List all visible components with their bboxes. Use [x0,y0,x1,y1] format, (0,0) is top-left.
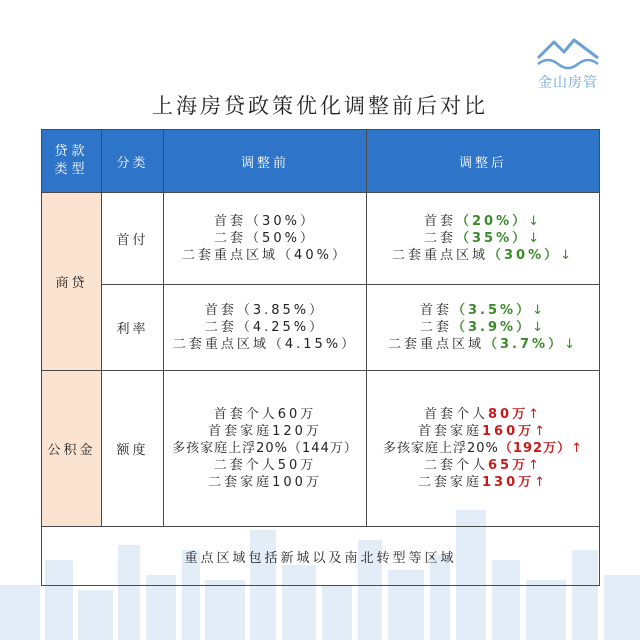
logo-text: 金山房管 [538,75,598,91]
table-row [42,371,600,527]
category-down-payment: 首付 [102,193,164,285]
table-row [42,527,600,586]
down-arrow-icon: ↓ [564,337,578,352]
after-rate [367,285,600,371]
type-housing-fund: 公积金 [42,371,102,527]
footnote: 重点区域包括新城以及南北转型等区域 [42,527,600,586]
up-arrow-icon: ↑ [571,441,583,456]
header-before: 调整前 [164,130,367,193]
header-type: 贷款类型 [42,130,102,193]
before-line: 二套（4.25%） [204,320,326,335]
page-title: 上海房贷政策优化调整前后对比 [152,94,488,118]
before-line: 二套重点区域（40%） [182,248,348,263]
before-line: 首套家庭120万 [208,424,322,439]
category-rate: 利率 [102,285,164,371]
table-row [42,193,600,285]
before-quota [164,371,367,527]
before-line: 二套（50%） [214,231,316,246]
down-arrow-icon: ↓ [532,320,546,335]
after-line: 二套重点区域（3.7%）↓ [388,337,578,352]
down-arrow-icon: ↓ [528,214,543,229]
before-line: 首套个人60万 [213,407,317,422]
up-arrow-icon: ↑ [534,475,549,490]
down-arrow-icon: ↓ [528,231,543,246]
header-category: 分类 [102,130,164,193]
table-row [42,285,600,371]
before-line: 首套（30%） [214,214,316,229]
after-line: 首套（20%）↓ [423,214,543,229]
after-line: 首套家庭160万↑ [417,424,549,439]
mountain-wave-icon [536,36,600,70]
after-line: 二套个人65万↑ [423,458,542,473]
before-line: 多孩家庭上浮20%（144万） [172,441,358,456]
after-line: 二套（35%）↓ [423,231,543,246]
before-line: 二套个人50万 [213,458,317,473]
category-quota: 额度 [102,371,164,527]
header-after: 调整后 [367,130,600,193]
up-arrow-icon: ↑ [534,424,549,439]
after-line: 二套家庭130万↑ [417,475,549,490]
before-line: 二套家庭100万 [208,475,322,490]
after-line: 多孩家庭上浮20%（192万）↑ [383,441,583,456]
before-rate [164,285,367,371]
comparison-table [41,129,600,586]
down-arrow-icon: ↓ [560,248,575,263]
before-line: 首套（3.85%） [204,303,326,318]
after-line: 二套（3.9%）↓ [420,320,546,335]
after-line: 首套（3.5%）↓ [420,303,546,318]
table-header-row [42,130,600,193]
before-down-payment [164,193,367,285]
after-line: 首套个人80万↑ [423,407,542,422]
up-arrow-icon: ↑ [528,458,542,473]
after-quota [367,371,600,527]
after-down-payment [367,193,600,285]
type-commercial: 商贷 [42,193,102,371]
after-line: 二套重点区域（30%）↓ [391,248,575,263]
up-arrow-icon: ↑ [528,407,542,422]
before-line: 二套重点区域（4.15%） [172,337,358,352]
logo [530,36,606,92]
down-arrow-icon: ↓ [532,303,546,318]
